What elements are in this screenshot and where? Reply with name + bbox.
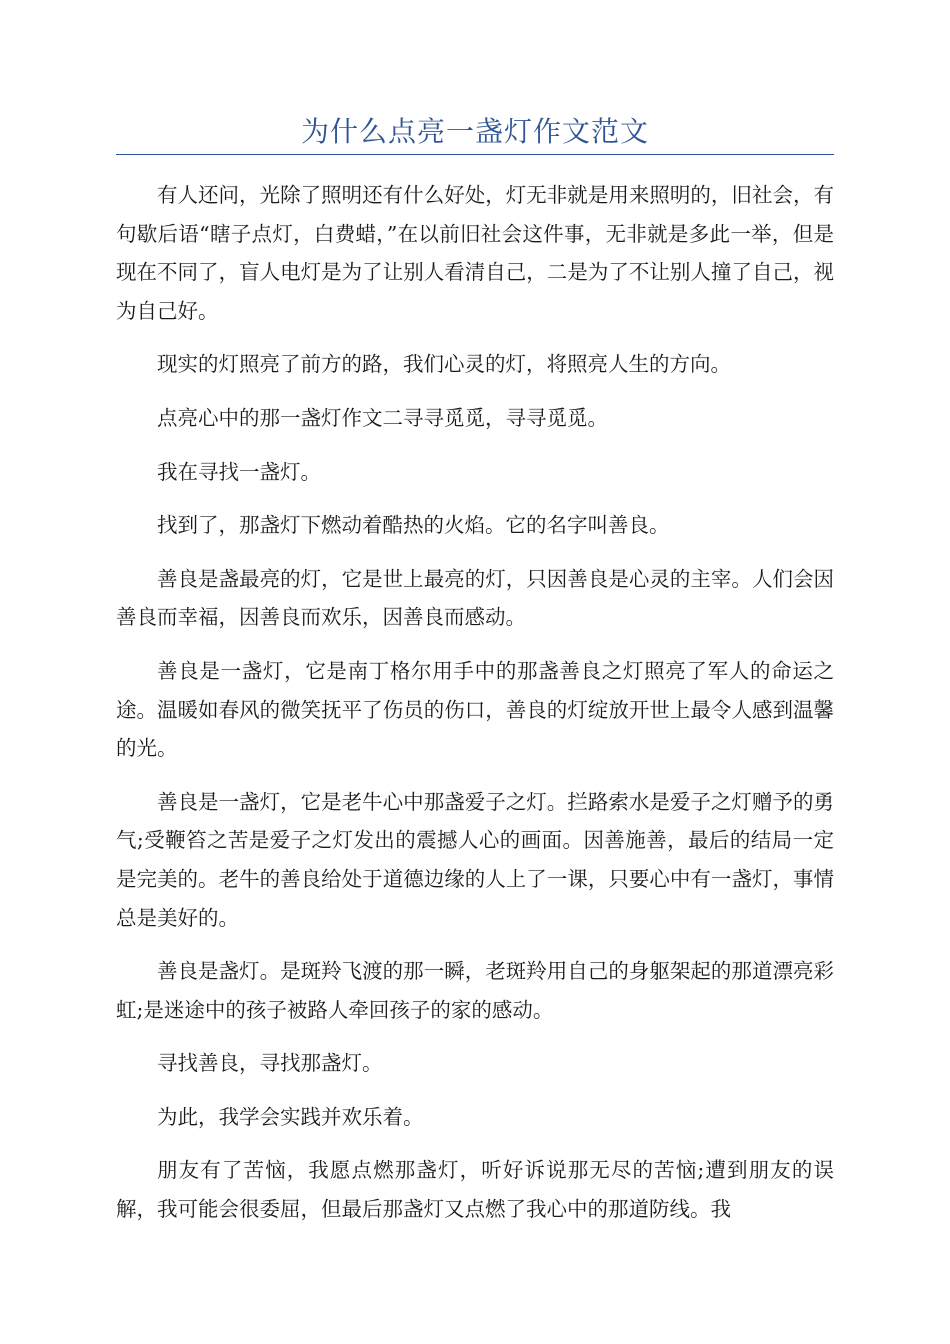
paragraph: 找到了，那盏灯下燃动着酷热的火焰。它的名字叫善良。: [157, 513, 670, 538]
paragraph: 现实的灯照亮了前方的路，我们心灵的灯，将照亮人生的方向。: [157, 352, 731, 377]
paragraph: 点亮心中的那一盏灯作文二寻寻觅觅，寻寻觅觅。: [157, 405, 608, 430]
paragraph: 善良是一盏灯，它是老牛心中那盏爱子之灯。拦路索水是爱子之灯赠予的勇气;受鞭笞之苦是爱子之灯发出的震撼人心的画面。因善施善，最后的结局一定是完美的。老牛的善良给处于道德边缘的人上了一课，只要心中有一盏灯，事情总是美好的。: [116, 789, 834, 930]
paragraph: 为此，我学会实践并欢乐着。: [157, 1104, 424, 1129]
document-body: [116, 176, 834, 1244]
paragraph: 善良是盏灯。是斑羚飞渡的那一瞬，老斑羚用自己的身躯架起的那道漂亮彩虹;是迷途中的孩子被路人牵回孩子的家的感动。: [116, 959, 834, 1022]
paragraph: 善良是一盏灯，它是南丁格尔用手中的那盏善良之灯照亮了军人的命运之途。温暖如春风的微笑抚平了伤员的伤口，善良的灯绽放开世上最令人感到温馨的光。: [116, 658, 834, 761]
paragraph: 善良是盏最亮的灯，它是世上最亮的灯，只因善良是心灵的主宰。人们会因善良而幸福，因善良而欢乐，因善良而感动。: [116, 566, 834, 630]
paragraph: 有人还问，光除了照明还有什么好处，灯无非就是用来照明的，旧社会，有句歇后语“瞎子点灯，白费蜡，”在以前旧社会这件事，无非就是多此一举，但是现在不同了，盲人电灯是为了让别人看清自己，二是为了不让别人撞了自己，视为自己好。: [116, 183, 834, 323]
paragraph: 朋友有了苦恼，我愿点燃那盏灯，听好诉说那无尽的苦恼;遭到朋友的误解，我可能会很委屈，但最后那盏灯又点燃了我心中的那道防线。我: [116, 1158, 834, 1222]
paragraph: 寻找善良，寻找那盏灯。: [157, 1051, 383, 1076]
document-title: 为什么点亮一盏灯作文范文: [300, 115, 649, 148]
paragraph: 我在寻找一盏灯。: [157, 459, 321, 484]
title-underline: [116, 154, 834, 155]
